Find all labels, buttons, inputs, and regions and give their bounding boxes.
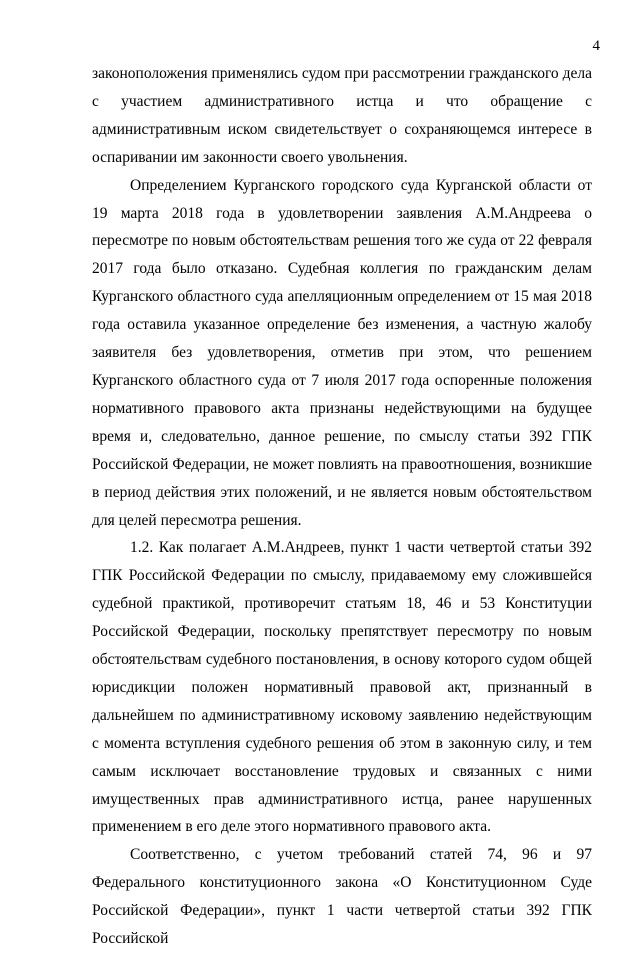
paragraph-4: Соответственно, с учетом требований статей 74, 96 и 97 Федерального конституционного закона «О Конституционном Суде Российской Федерации», пункт 1 части четвертой статьи 392 ГПК Российской [92,846,592,948]
page-number: 4 [592,38,600,54]
paragraph-3: 1.2. Как полагает А.М.Андреев, пункт 1 части четвертой статьи 392 ГПК Российской Федерации по смыслу, придаваемому ему сложившейся судебной практикой, противоречит статьям 18, 46 и 53 Конституции Российской Федерации, поскольку препятствует пересмотру по новым обстоятельствам судебного постановления, в основу которого судом общей юрисдикции положен нормативный правовой акт, признанный в дальнейшем по административному исковому заявлению недействующим с момента вступления судебного решения об этом в законную силу, и тем самым исключает восстановление трудовых и связанных с ними имущественных прав административного истца, ранее нарушенных применением в его деле этого нормативного правового акта. [92,539,592,836]
document-body [92,60,592,953]
paragraph-1: законоположения применялись судом при рассмотрении гражданского дела с участием административного истца и что обращение с административным иском свидетельствует о сохраняющемся интересе в оспаривании им законности своего увольнения. [92,65,592,166]
paragraph-2: Определением Курганского городского суда Курганской области от 19 марта 2018 года в удовлетворении заявления А.М.Андреева о пересмотре по новым обстоятельствам решения того же суда от 22 февраля 2017 года было отказано. Судебная коллегия по гражданским делам Курганского областного суда апелляционным определением от 15 мая 2018 года оставила указанное определение без изменения, а частную жалобу заявителя без удовлетворения, отметив при этом, что решением Курганского областного суда от 7 июля 2017 года оспоренные положения нормативного правового акта признаны недействующими на будущее время и, следовательно, данное решение, по смыслу статьи 392 ГПК Российской Федерации, не может повлиять на правоотношения, возникшие в период действия этих положений, и не является новым обстоятельством для целей пересмотра решения. [92,176,592,529]
